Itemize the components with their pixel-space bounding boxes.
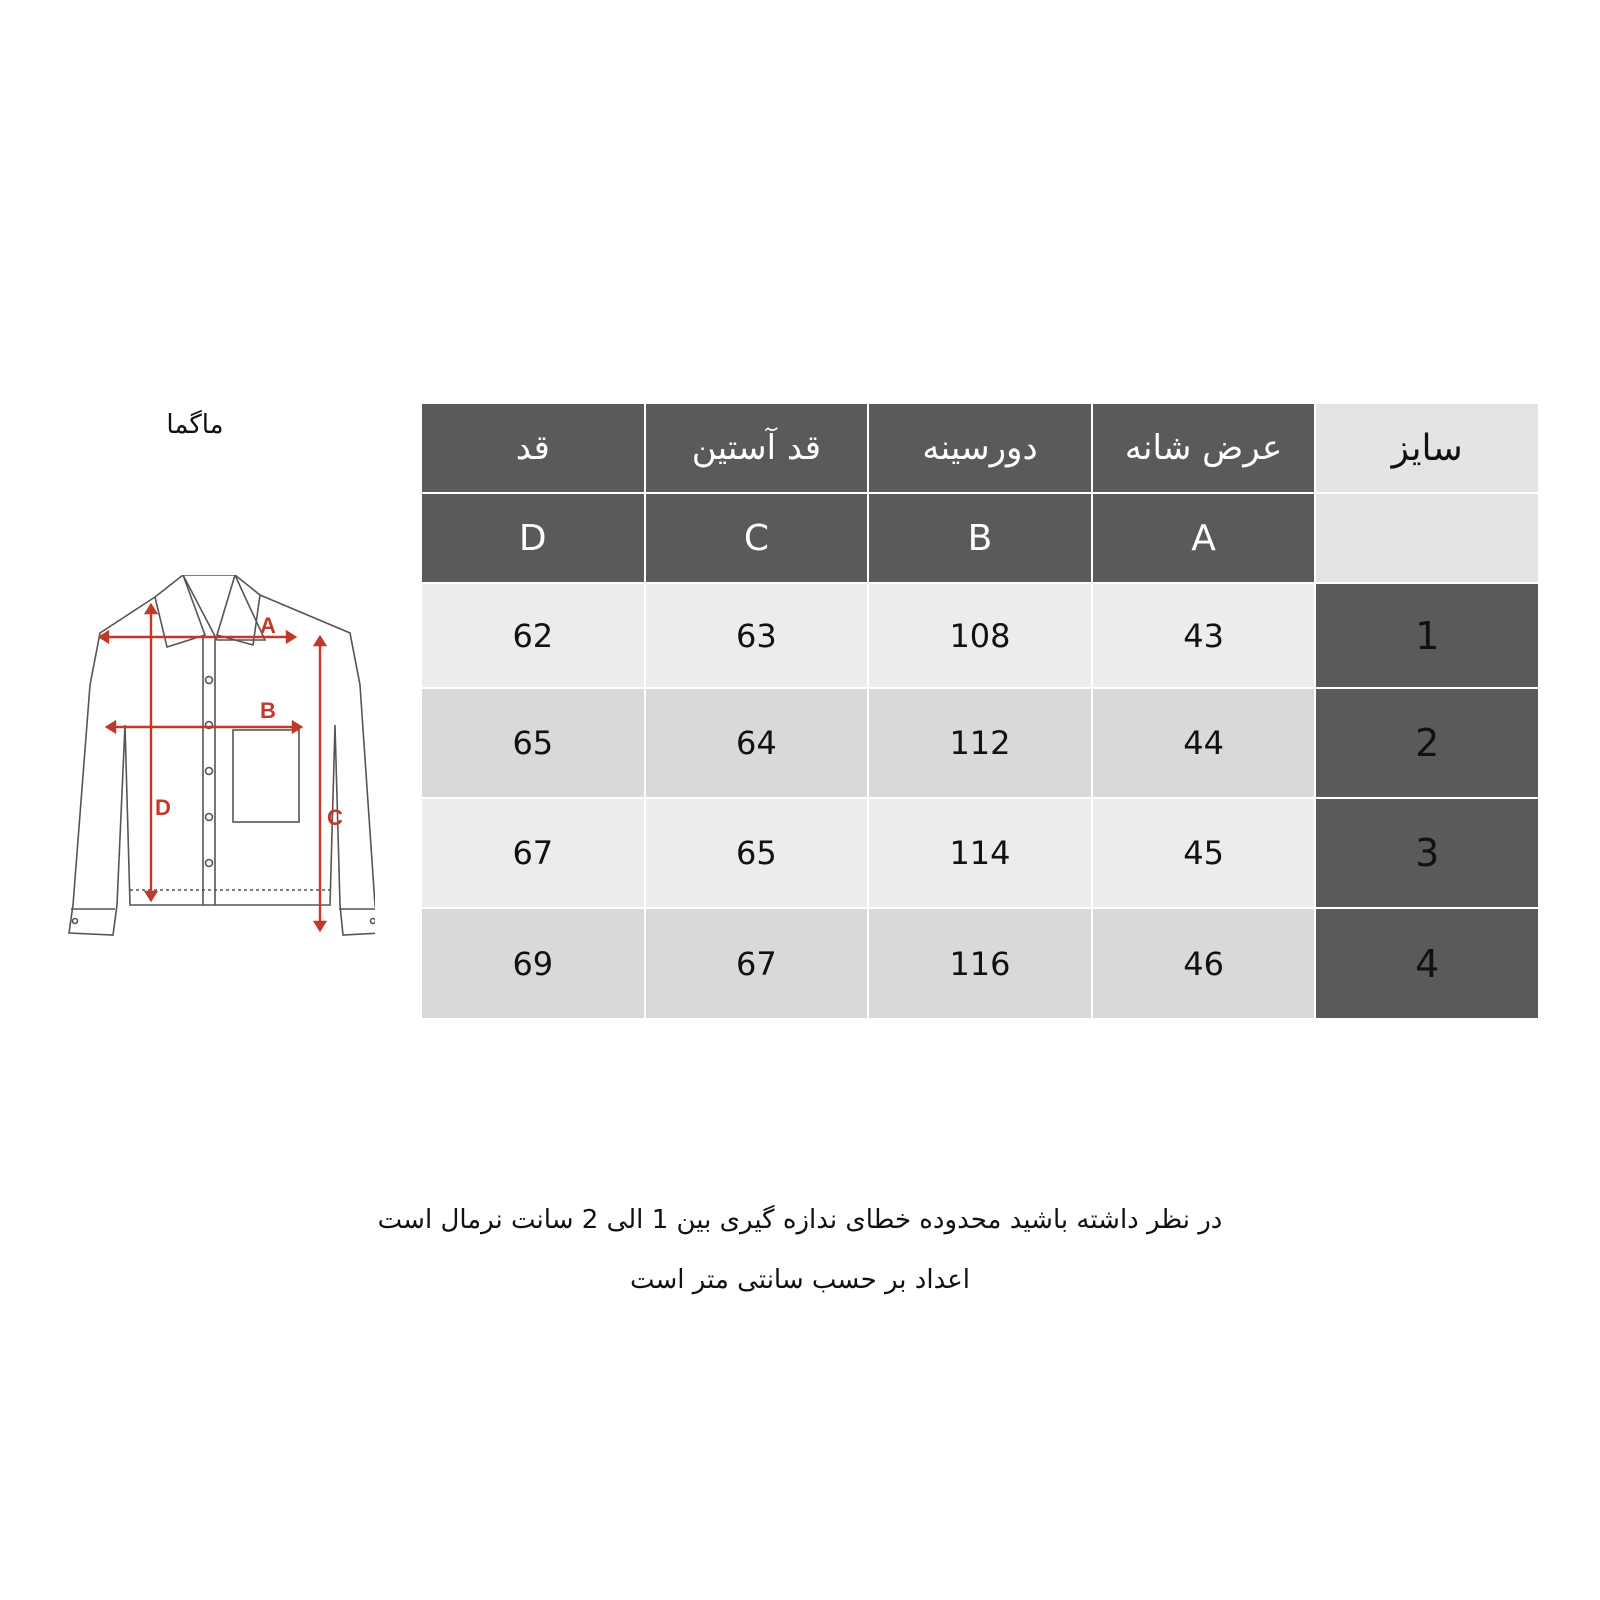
cell-size: 4 [1315, 908, 1539, 1019]
letter-b: B [868, 493, 1092, 583]
letter-row [421, 493, 1539, 583]
cell-length: 62 [421, 583, 645, 688]
note-measurement-error: در نظر داشته باشید محدوده خطای ندازه گیری بین 1 الی 2 سانت نرمال است [377, 1205, 1223, 1235]
cell-sleeve: 64 [645, 688, 869, 798]
letter-d: D [421, 493, 645, 583]
cell-chest: 108 [868, 583, 1092, 688]
cell-sleeve: 63 [645, 583, 869, 688]
size-blank-cell [1315, 493, 1539, 583]
cell-size: 3 [1315, 798, 1539, 908]
cell-chest: 112 [868, 688, 1092, 798]
cell-length: 67 [421, 798, 645, 908]
measurement-arrows [100, 605, 325, 930]
table-row [421, 908, 1539, 1019]
cell-length: 69 [421, 908, 645, 1019]
header-size: سایز [1315, 403, 1539, 493]
cell-length: 65 [421, 688, 645, 798]
header-shoulder-width: عرض شانه [1092, 403, 1316, 493]
note-units: اعداد بر حسب سانتی متر است [629, 1265, 970, 1295]
cell-shoulder: 46 [1092, 908, 1316, 1019]
shirt-outline [69, 575, 375, 935]
cell-shoulder: 44 [1092, 688, 1316, 798]
letter-a: A [1092, 493, 1316, 583]
table-row [421, 583, 1539, 688]
label-a: A [260, 613, 276, 638]
label-b: B [260, 698, 276, 723]
header-length: قد [421, 403, 645, 493]
cell-size: 1 [1315, 583, 1539, 688]
cell-shoulder: 45 [1092, 798, 1316, 908]
letter-c: C [645, 493, 869, 583]
notes [300, 1205, 1300, 1325]
header-chest: دورسینه [868, 403, 1092, 493]
cell-chest: 114 [868, 798, 1092, 908]
cell-size: 2 [1315, 688, 1539, 798]
table-row [421, 688, 1539, 798]
cell-sleeve: 65 [645, 798, 869, 908]
table-row [421, 798, 1539, 908]
shirt-measurement-diagram [55, 575, 375, 965]
label-c: C [327, 805, 343, 830]
label-d: D [155, 795, 171, 820]
brand-name: ماگما [166, 410, 224, 440]
cell-chest: 116 [868, 908, 1092, 1019]
size-chart-table [420, 402, 1540, 1020]
cell-sleeve: 67 [645, 908, 869, 1019]
cell-shoulder: 43 [1092, 583, 1316, 688]
header-row [421, 403, 1539, 493]
header-sleeve-length: قد آستین [645, 403, 869, 493]
